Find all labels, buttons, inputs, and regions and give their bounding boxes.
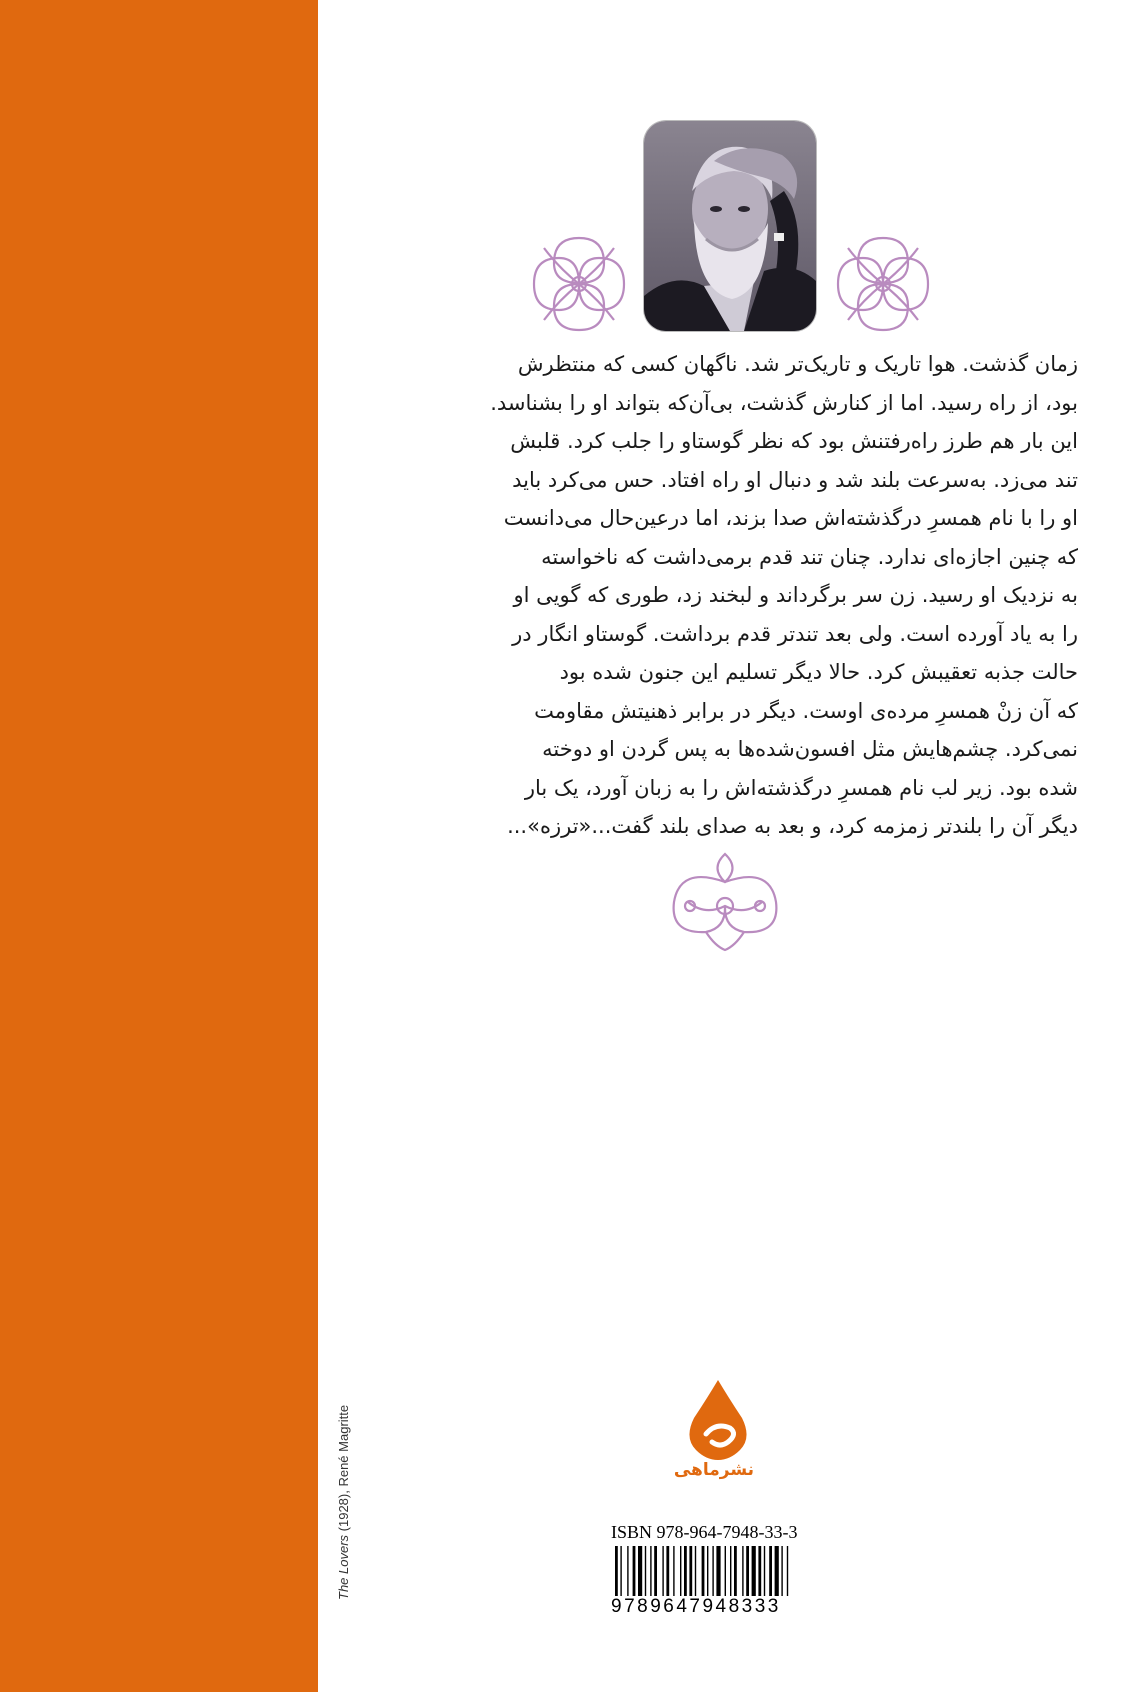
- blurb-line: او را با نام همسرِ درگذشته‌اش صدا بزند، اما درعین‌حال می‌دانست: [503, 506, 1078, 530]
- publisher-logo: [673, 1378, 754, 1488]
- barcode-bar: [764, 1546, 765, 1596]
- barcode-bar: [769, 1546, 772, 1596]
- barcode-bar: [638, 1546, 642, 1596]
- publisher-name: نشرماهی: [673, 1460, 754, 1480]
- author-portrait: [644, 121, 816, 331]
- orange-spine-band: [0, 0, 318, 1692]
- barcode-bar: [627, 1546, 628, 1596]
- blurb-line: تند می‌زد. به‌سرعت بلند شد و دنبال او راه افتاد. حس می‌کرد باید: [512, 467, 1078, 492]
- left-flourish-ornament: [524, 228, 634, 340]
- blurb-line: نمی‌کرد. چشم‌هایش مثل افسون‌شده‌ها به پس گردن او دوخته: [542, 737, 1078, 761]
- blurb-line: دیگر آن را بلندتر زمزمه کرد، و بعد به صدای بلند گفت...«ترزه»...: [507, 814, 1078, 838]
- blurb-line: که چنین اجازه‌ای ندارد. چنان تند قدم برمی‌داشت که ناخواسته: [541, 544, 1078, 569]
- isbn-label: ISBN 978-964-7948-33-3: [611, 1522, 798, 1542]
- barcode-bar: [730, 1546, 731, 1596]
- barcode-bar: [758, 1546, 761, 1596]
- cover-art-credit: [336, 1310, 351, 1600]
- barcode-bar: [645, 1546, 646, 1596]
- barcode-bar: [695, 1546, 696, 1596]
- barcode-bar: [684, 1546, 687, 1596]
- barcode-bar: [775, 1546, 779, 1596]
- barcode-bar: [666, 1546, 669, 1596]
- barcode-bar: [662, 1546, 663, 1596]
- right-flourish-ornament: [828, 228, 938, 340]
- barcode-bar: [752, 1546, 756, 1596]
- barcode-digits: 9789647948333: [611, 1596, 781, 1617]
- barcode-bar: [689, 1546, 692, 1596]
- barcode-bar: [633, 1546, 636, 1596]
- credit-artist: (1928), René Magritte: [336, 1404, 351, 1535]
- barcode-bar: [742, 1546, 743, 1596]
- barcode-bar: [702, 1546, 705, 1596]
- barcode-bar: [746, 1546, 749, 1596]
- center-flourish-ornament: [660, 846, 790, 956]
- barcode-bar: [620, 1546, 621, 1596]
- blurb-line: شده بود. زیر لب نام همسرِ درگذشته‌اش را به زبان آورد، یک بار: [524, 775, 1078, 800]
- fish-logo-icon: [682, 1378, 754, 1460]
- blurb-line: حالت جذبه تعقیبش کرد. حالا دیگر تسلیم این جنون شده بود: [559, 660, 1078, 684]
- barcode-bar: [680, 1546, 681, 1596]
- barcode-bar: [734, 1546, 737, 1596]
- barcode-bar: [707, 1546, 708, 1596]
- credit-artwork-title: The Lovers: [336, 1534, 351, 1600]
- barcode-bar: [716, 1546, 720, 1596]
- blurb-line: را به یاد آورده است. ولی بعد تندتر قدم برداشت. گوستاو انگار در: [512, 621, 1078, 646]
- barcode-bar: [615, 1546, 618, 1596]
- barcode-bar: [781, 1546, 782, 1596]
- blurb-line: بود، از راه رسید. اما از کنارش گذشت، بی‌آن‌که بتواند او را بشناسد.: [490, 390, 1078, 415]
- barcode-bar: [725, 1546, 726, 1596]
- blurb-text: [378, 345, 1078, 846]
- blurb-line: این بار هم طرز راه‌رفتنش بود که نظر گوستاو را جلب کرد. قلبش: [510, 429, 1078, 453]
- barcode-bar: [654, 1546, 657, 1596]
- blurb-line: به نزدیک او رسید. زن سر برگرداند و لبخند زد، طوری که گویی او: [513, 583, 1078, 607]
- author-portrait-image: [644, 121, 816, 331]
- barcode-bar: [712, 1546, 713, 1596]
- barcode-bar: [787, 1546, 788, 1596]
- barcode-bar: [650, 1546, 651, 1596]
- barcode-bar: [673, 1546, 674, 1596]
- blurb-line: که آن زنْ همسرِ مرده‌ی اوست. دیگر در برابر ذهنیتش مقاومت: [534, 698, 1078, 723]
- blurb-line: زمان گذشت. هوا تاریک و تاریک‌تر شد. ناگهان کسی که منتظرش: [517, 352, 1078, 376]
